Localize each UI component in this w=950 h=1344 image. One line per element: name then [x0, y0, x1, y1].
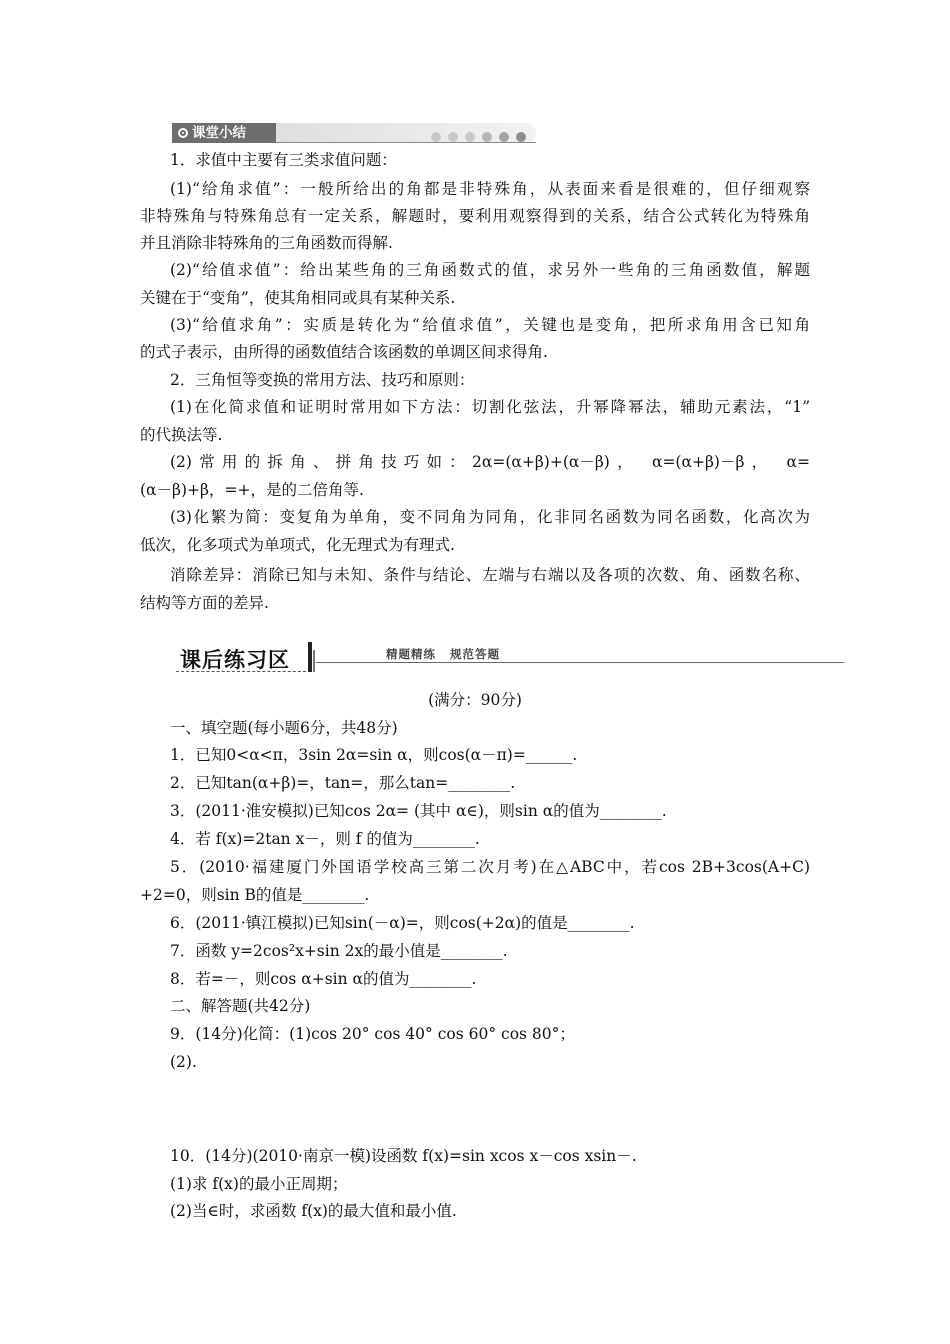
text-line: 并且消除非特殊角的三角函数而得解. [140, 234, 393, 252]
question-2: 2．已知tan(α+β)=，tan=，那么tan=________. [170, 774, 516, 792]
decorative-dots-icon [424, 128, 526, 146]
text-line: (2)常用的拆角、拼角技巧如：2α=(α+β)+(α－β)， α=(α+β)－β， α= [170, 453, 810, 471]
section-title-box [172, 123, 276, 143]
text-line: (1)在化简求值和证明时常用如下方法：切割化弦法，升幂降幂法，辅助元素法，“1” [170, 398, 810, 416]
text-line: 二、解答题(共42分) [170, 997, 311, 1015]
divider [276, 142, 536, 143]
text-line: (2)“给值求值”：给出某些角的三角函数式的值，求另外一些角的三角函数值，解题 [170, 261, 810, 279]
text-line: (3)化繁为简：变复角为单角，变不同角为同角，化非同名函数为同名函数，化高次为 [170, 508, 810, 526]
text-line: 1．求值中主要有三类求值问题： [170, 151, 397, 169]
question-6: 6．(2011·镇江模拟)已知sin(－α)=，则cos(+2α)的值是________. [170, 914, 635, 932]
text-line: 的式子表示，由所得的函数值结合该函数的单调区间求得角. [140, 343, 548, 361]
text-line: 结构等方面的差异. [140, 594, 269, 612]
text-line: 低次，化多项式为单项式，化无理式为有理式. [140, 536, 455, 554]
question-8: 8．若=－，则cos α+sin α的值为________. [170, 970, 477, 988]
section-subtitle [386, 646, 500, 662]
question-3: 3．(2011·淮安模拟)已知cos 2α= (其中 α∈)，则sin α的值为________. [170, 802, 667, 820]
text-line: 关键在于“变角”，使其角相同或具有某种关系. [140, 289, 456, 307]
subtitle-a: 精题精练 [386, 647, 436, 661]
section-title: 课后练习区 [180, 648, 290, 672]
question-1: 1．已知0<α<π，3sin 2α=sin α，则cos(α－π)=______. [170, 746, 578, 764]
section-header-summary [172, 123, 536, 143]
question-10-part1: (1)求 f(x)的最小正周期； [170, 1175, 348, 1193]
text-line: (3)“给值求角”：实质是转化为“给值求值”，关键也是变角，把所求角用含已知角 [170, 316, 810, 334]
section-title: 课堂小结 [192, 125, 246, 141]
question-10-part2: (2)当∈时，求函数 f(x)的最大值和最小值. [170, 1202, 457, 1220]
question-5-cont: +2=0，则sin B的值是________. [140, 886, 370, 904]
section-header-practice [172, 640, 844, 676]
divider [176, 671, 306, 672]
divider [316, 662, 844, 663]
text-line: (1)“给角求值”：一般所给出的角都是非特殊角，从表面来看是很难的，但仔细观察 [170, 180, 810, 198]
question-7: 7．函数 y=2cos²x+sin 2x的最小值是________. [170, 942, 508, 960]
text-line: (α－β)+β，=+，是的二倍角等. [140, 481, 364, 499]
question-5: 5．(2010·福建厦门外国语学校高三第二次月考)在△ABC中，若cos 2B+3cos(A+C) [170, 858, 810, 876]
text-line: 非特殊角与特殊角总有一定关系，解题时，要利用观察得到的关系，结合公式转化为特殊角 [140, 207, 810, 225]
divider [313, 650, 315, 672]
divider [308, 642, 312, 672]
text-line: 消除差异：消除已知与未知、条件与结论、左端与右端以及各项的次数、角、函数名称、 [170, 566, 810, 584]
question-4: 4．若 f(x)=2tan x－，则 f 的值为________. [170, 830, 480, 848]
text-line: 的代换法等. [140, 426, 223, 444]
score-line: (满分：90分) [428, 691, 522, 709]
bullet-icon [178, 128, 188, 138]
question-9-part2: (2). [170, 1053, 197, 1071]
text-line: 2．三角恒等变换的常用方法、技巧和原则： [170, 371, 475, 389]
question-10: 10．(14分)(2010·南京一模)设函数 f(x)=sin xcos x－cos xsin－. [170, 1147, 637, 1165]
text-line: 一、填空题(每小题6分，共48分) [170, 719, 398, 737]
question-9: 9．(14分)化简：(1)cos 20° cos 40° cos 60° cos 80°； [170, 1025, 575, 1043]
subtitle-b: 规范答题 [450, 647, 500, 661]
